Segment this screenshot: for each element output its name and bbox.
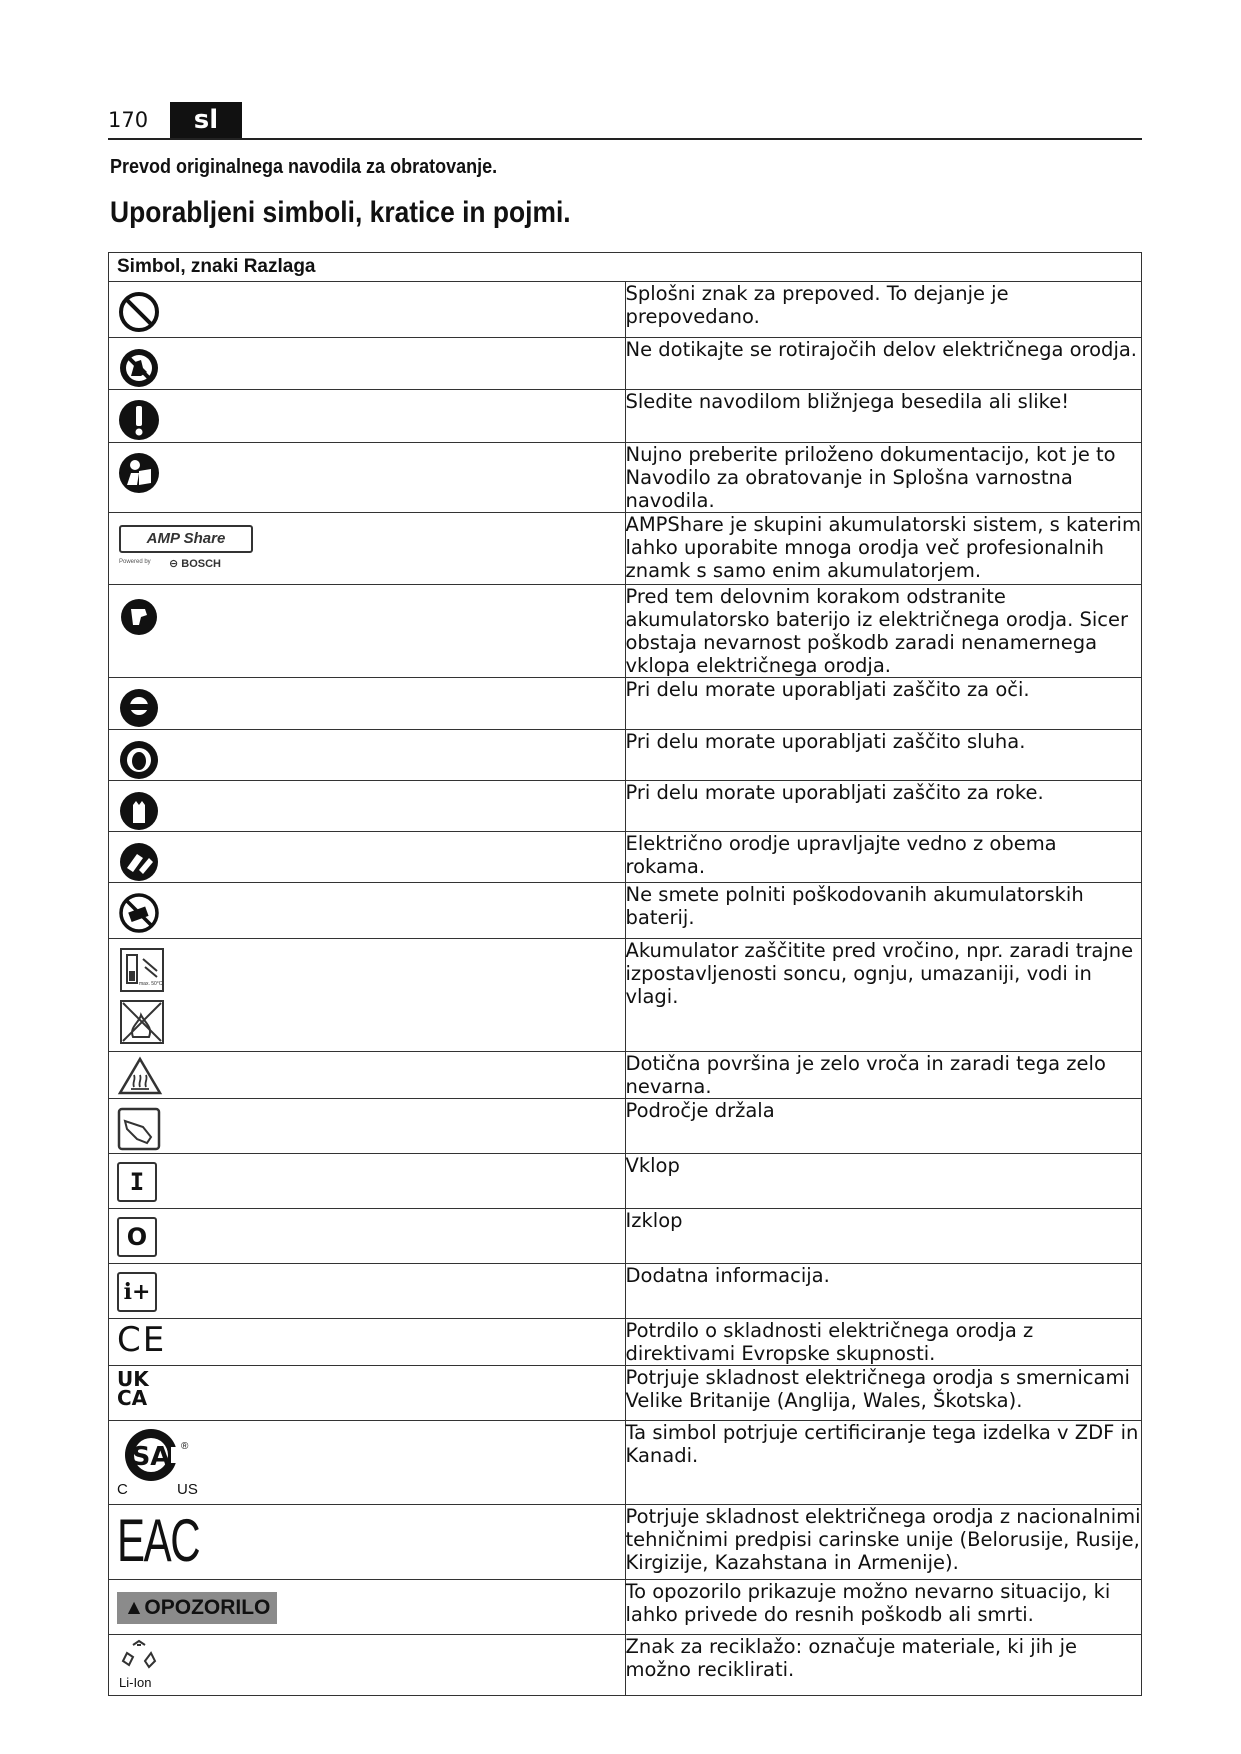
ce-mark-icon: CE [117, 1320, 167, 1360]
table-row [109, 390, 1142, 443]
csa-glyph: SA [131, 1442, 171, 1472]
bosch-icon: ⊖ [169, 558, 179, 570]
power-off-icon: O [117, 1217, 157, 1257]
row-text: Potrdilo o skladnosti električnega orodja z direktivami Evropske skupnosti. [625, 1319, 1142, 1366]
read-manual-icon [117, 451, 161, 495]
table-row [109, 730, 1142, 781]
table-row [109, 832, 1142, 883]
table-row [109, 1366, 1142, 1421]
information-icon: i+ [117, 1272, 157, 1312]
table-row [109, 585, 1142, 678]
warning-triangle-icon: ▲ [123, 1596, 145, 1619]
table-row [109, 1580, 1142, 1635]
temperature-label: max. 50°C [139, 981, 163, 987]
section-title: Uporabljeni simboli, kratice in pojmi. [110, 196, 571, 229]
remove-battery-icon [117, 595, 161, 639]
table-header-row [109, 253, 1142, 282]
table-header: Simbol, znaki Razlaga [109, 253, 1142, 282]
row-text: Dotična površina je zelo vroča in zaradi tega zelo nevarna. [625, 1052, 1142, 1099]
csa-country-c: C [117, 1481, 128, 1498]
row-text: Ne smete polniti poškodovanih akumulatorskih baterij. [625, 883, 1142, 939]
row-text: Nujno preberite priloženo dokumentacijo, kot je to Navodilo za obratovanje in Splošna varnostna navodila. [625, 443, 1142, 513]
warning-badge: ▲OPOZORILO [117, 1592, 277, 1624]
row-text: Akumulator zaščitite pred vročino, npr. zaradi trajne izpostavljenosti soncu, ognju, umazaniji, vodi in vlagi. [625, 939, 1142, 1052]
row-text: To opozorilo prikazuje možno nevarno situacijo, ki lahko privede do resnih poškodb ali smrti. [625, 1580, 1142, 1635]
row-text: AMPShare je skupini akumulatorski sistem, s katerim lahko uporabite mnoga orodja več profesionalnih znamk s samo enim akumulatorjem. [625, 513, 1142, 585]
row-text: Električno orodje upravljajte vedno z obema rokama. [625, 832, 1142, 883]
table-row [109, 1635, 1142, 1696]
page-header [108, 102, 1142, 140]
csa-country-us: US [177, 1481, 198, 1498]
ampshare-logo: AMP Share [119, 525, 253, 553]
registered-mark: ® [181, 1441, 189, 1452]
row-text: Pred tem delovnim korakom odstranite akumulatorsko baterijo iz električnega orodja. Sicer obstaja nevarnost poškodb zaradi nenamernega vklopa električnega orodja. [625, 585, 1142, 678]
row-text: Vklop [625, 1154, 1142, 1209]
table-row [109, 443, 1142, 513]
table-row [109, 781, 1142, 832]
row-text: Potrjuje skladnost električnega orodja s smernicami Velike Britanije (Anglija, Wales, Škotska). [625, 1366, 1142, 1421]
row-text: Pri delu morate uporabljati zaščito za oči. [625, 678, 1142, 730]
table-row [109, 1505, 1142, 1580]
eye-protection-icon [117, 686, 161, 730]
row-text: Sledite navodilom bližnjega besedila ali slike! [625, 390, 1142, 443]
table-row [109, 1421, 1142, 1505]
ukca-mark-icon: UK CA [117, 1367, 149, 1410]
row-text: Ta simbol potrjuje certificiranje tega izdelka v ZDF in Kanadi. [625, 1421, 1142, 1505]
row-text: Dodatna informacija. [625, 1264, 1142, 1319]
table-row [109, 1264, 1142, 1319]
csa-mark-icon [123, 1427, 183, 1483]
no-charging-damaged-battery-icon [117, 891, 161, 935]
hand-protection-icon [117, 789, 161, 833]
table-row [109, 282, 1142, 338]
table-row [109, 678, 1142, 730]
two-hands-icon [117, 840, 161, 884]
row-text: Potrjuje skladnost električnega orodja z nacionalnimi tehničnimi predpisi carinske unije (Belorusije, Rusije, Kirgizije, Kazahstana in Armenije). [625, 1505, 1142, 1580]
li-ion-label: Li-Ion [119, 1675, 152, 1690]
row-text: Znak za reciklažo: označuje materiale, ki jih je možno reciklirati. [625, 1635, 1142, 1696]
hot-surface-icon [117, 1056, 163, 1096]
row-text: Ne dotikajte se rotirajočih delov električnega orodja. [625, 338, 1142, 390]
bosch-logo: ⊖ BOSCH [169, 558, 222, 570]
language-tab: sl [170, 102, 242, 138]
row-text: Izklop [625, 1209, 1142, 1264]
table-row [109, 1154, 1142, 1209]
table-row [109, 1209, 1142, 1264]
powered-by-label: Powered by [119, 559, 151, 565]
eac-mark-icon: EAC [117, 1507, 200, 1574]
page-number: 170 [108, 108, 149, 132]
power-on-icon: I [117, 1162, 157, 1202]
table-row [109, 939, 1142, 1052]
symbols-table [108, 252, 1142, 1696]
row-text: Splošni znak za prepoved. To dejanje je prepovedano. [625, 282, 1142, 338]
row-text: Pri delu morate uporabljati zaščito za roke. [625, 781, 1142, 832]
table-row [109, 1099, 1142, 1154]
table-row [109, 1319, 1142, 1366]
row-text: Pri delu morate uporabljati zaščito sluha. [625, 730, 1142, 781]
grip-area-icon [117, 1107, 161, 1151]
recycling-liion-icon [117, 1639, 161, 1679]
hearing-protection-icon [117, 738, 161, 782]
exclamation-icon [117, 398, 161, 442]
table-row [109, 338, 1142, 390]
table-row [109, 883, 1142, 939]
document-subtitle: Prevod originalnega navodila za obratovanje. [110, 156, 498, 178]
table-row [109, 1052, 1142, 1099]
table-row [109, 513, 1142, 585]
battery-heat-protection-icon [119, 947, 165, 1047]
do-not-touch-rotating-parts-icon [117, 346, 161, 390]
prohibition-icon [117, 290, 161, 334]
row-text: Področje držala [625, 1099, 1142, 1154]
